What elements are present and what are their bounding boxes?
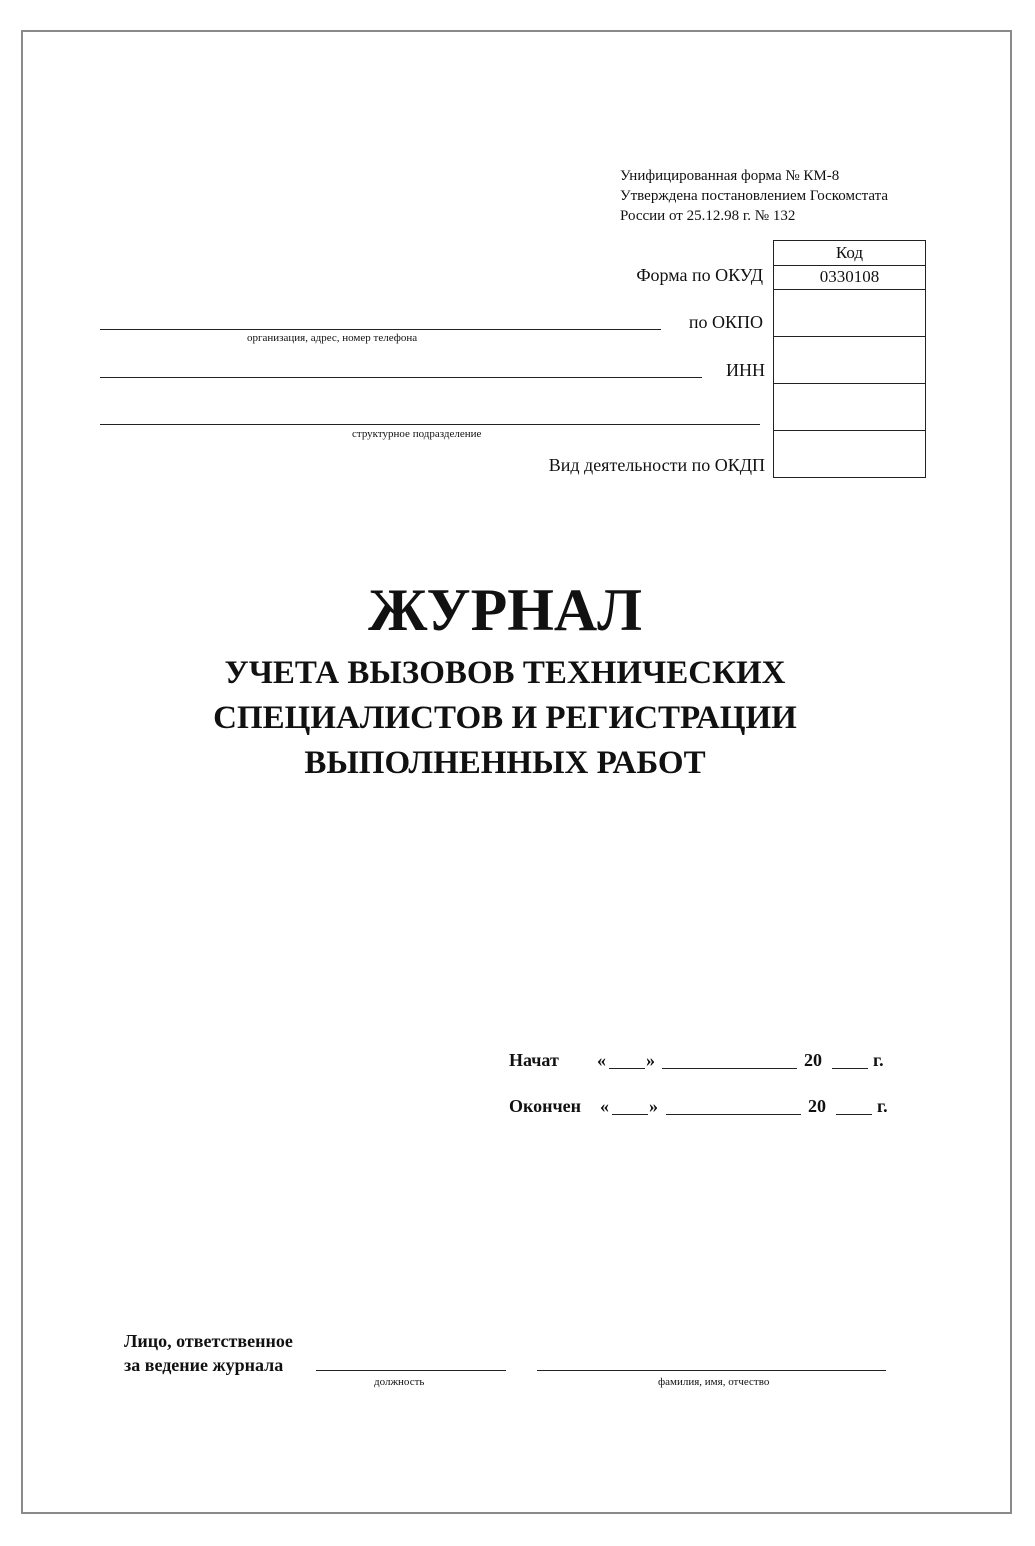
position-caption: должность xyxy=(374,1376,425,1388)
okud-label: Форма по ОКУД xyxy=(636,265,763,285)
journal-subtitle-line-1: УЧЕТА ВЫЗОВОВ ТЕХНИЧЕСКИХ xyxy=(224,655,786,691)
okdp-label: Вид деятельности по ОКДП xyxy=(548,455,765,475)
responsible-label-line-1: Лицо, ответственное xyxy=(124,1331,293,1351)
journal-subtitle-line-2: СПЕЦИАЛИСТОВ И РЕГИСТРАЦИИ xyxy=(213,700,797,736)
extra-code-cell[interactable] xyxy=(774,383,925,430)
end-close-quote: » xyxy=(649,1096,658,1116)
start-day-line[interactable] xyxy=(609,1068,645,1069)
end-century: 20 xyxy=(808,1096,826,1116)
okud-code-cell: 0330108 xyxy=(774,265,925,289)
end-day-line[interactable] xyxy=(612,1114,648,1115)
start-close-quote: » xyxy=(646,1050,655,1070)
end-open-quote: « xyxy=(600,1096,609,1116)
end-year-suffix: г. xyxy=(877,1096,888,1116)
inn-code-cell[interactable] xyxy=(774,336,925,383)
organization-line-2[interactable] xyxy=(100,377,702,378)
end-month-line[interactable] xyxy=(666,1114,801,1115)
okpo-code-cell[interactable] xyxy=(774,289,925,336)
full-name-line[interactable] xyxy=(537,1370,886,1371)
code-header: Код xyxy=(835,243,864,262)
inn-label: ИНН xyxy=(726,360,765,380)
journal-subtitle-line-3: ВЫПОЛНЕННЫХ РАБОТ xyxy=(304,745,706,781)
start-century: 20 xyxy=(804,1050,822,1070)
end-year-line[interactable] xyxy=(836,1114,872,1115)
okdp-code-cell[interactable] xyxy=(774,430,925,477)
approval-text: Утверждена постановлением Госкомстата xyxy=(620,188,889,204)
code-table xyxy=(773,240,926,478)
division-line[interactable] xyxy=(100,424,760,425)
journal-title: ЖУРНАЛ xyxy=(368,577,642,643)
approval-date-text: России от 25.12.98 г. № 132 xyxy=(620,208,796,224)
position-line[interactable] xyxy=(316,1370,506,1371)
start-open-quote: « xyxy=(597,1050,606,1070)
okpo-label: по ОКПО xyxy=(688,312,763,332)
division-caption: структурное подразделение xyxy=(352,428,482,440)
start-year-suffix: г. xyxy=(873,1050,884,1070)
organization-caption: организация, адрес, номер телефона xyxy=(247,332,418,344)
start-year-line[interactable] xyxy=(832,1068,868,1069)
end-label: Окончен xyxy=(509,1096,582,1116)
full-name-caption: фамилия, имя, отчество xyxy=(658,1376,770,1388)
responsible-label-line-2: за ведение журнала xyxy=(124,1355,284,1375)
organization-line[interactable] xyxy=(100,329,661,330)
start-label: Начат xyxy=(509,1050,559,1070)
start-month-line[interactable] xyxy=(662,1068,797,1069)
form-number-text: Унифицированная форма № КМ-8 xyxy=(620,168,840,184)
